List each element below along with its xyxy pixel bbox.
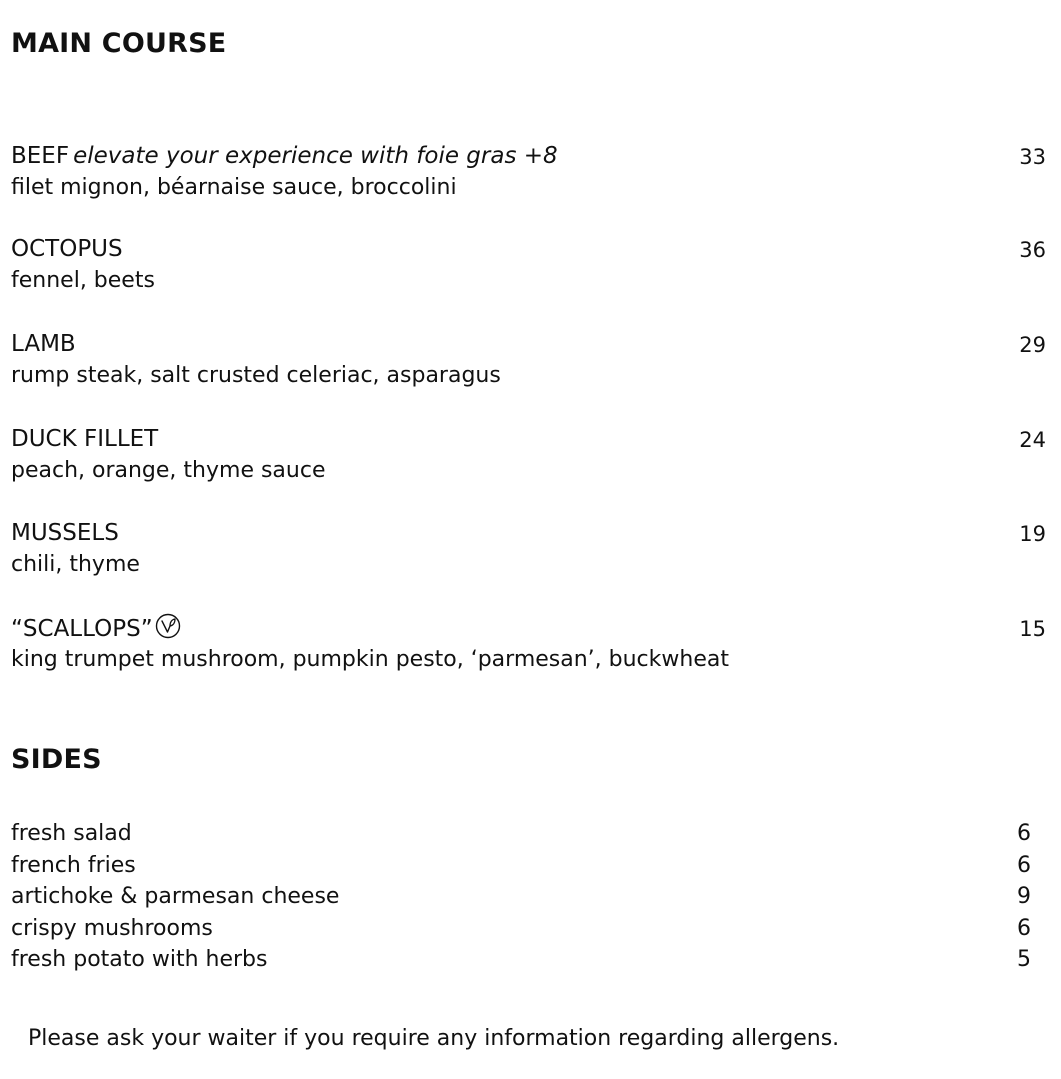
dish-price: 15 [1019,617,1046,641]
dish-duck-fillet [11,424,1046,488]
side-item [11,913,1031,945]
dish-mussels [11,518,1046,582]
dish-name: MUSSELS [11,520,119,546]
dish-beef [11,141,1046,205]
side-name: artichoke & parmesan cheese [11,884,340,909]
dish-description: fennel, beets [11,268,155,293]
side-price: 6 [1017,821,1031,846]
dish-description: filet mignon, béarnaise sauce, broccolini [11,175,457,200]
dish-name: BEEF [11,143,70,169]
side-price: 6 [1017,852,1031,878]
side-name: fresh potato with herbs [11,947,268,972]
side-name: fresh salad [11,821,132,846]
side-price: 9 [1017,884,1031,909]
sides-title: SIDES [11,744,102,775]
main-course-title: MAIN COURSE [11,28,227,59]
dish-description: rump steak, salt crusted celeriac, asparagus [11,363,501,388]
side-item [11,850,1031,882]
dish-note: elevate your experience with foie gras +8 [73,143,558,169]
side-name: french fries [11,852,136,878]
side-item [11,818,1031,850]
dish-lamb [11,329,1046,393]
dish-price: 24 [1019,428,1046,452]
allergen-note: Please ask your waiter if you require any information regarding allergens. [28,1026,840,1051]
dish-price: 33 [1019,145,1046,169]
side-price: 5 [1017,947,1031,972]
dish-price: 36 [1019,238,1046,262]
dish-description: chili, thyme [11,552,140,577]
sides-list [11,818,1031,976]
dish-scallops [11,613,1046,677]
side-name: crispy mushrooms [11,915,213,941]
dish-name: LAMB [11,331,76,357]
dish-name: “SCALLOPS” [11,616,153,642]
dish-octopus [11,234,1046,298]
side-price: 6 [1017,915,1031,941]
dish-description: king trumpet mushroom, pumpkin pesto, ‘parmesan’, buckwheat [11,647,729,672]
dish-description: peach, orange, thyme sauce [11,458,326,483]
vegan-leaf-icon [155,613,181,639]
dish-price: 19 [1019,522,1046,546]
dish-price: 29 [1019,333,1046,357]
side-item [11,881,1031,913]
dish-name: OCTOPUS [11,236,123,262]
side-item [11,944,1031,976]
dish-name: DUCK FILLET [11,426,159,452]
